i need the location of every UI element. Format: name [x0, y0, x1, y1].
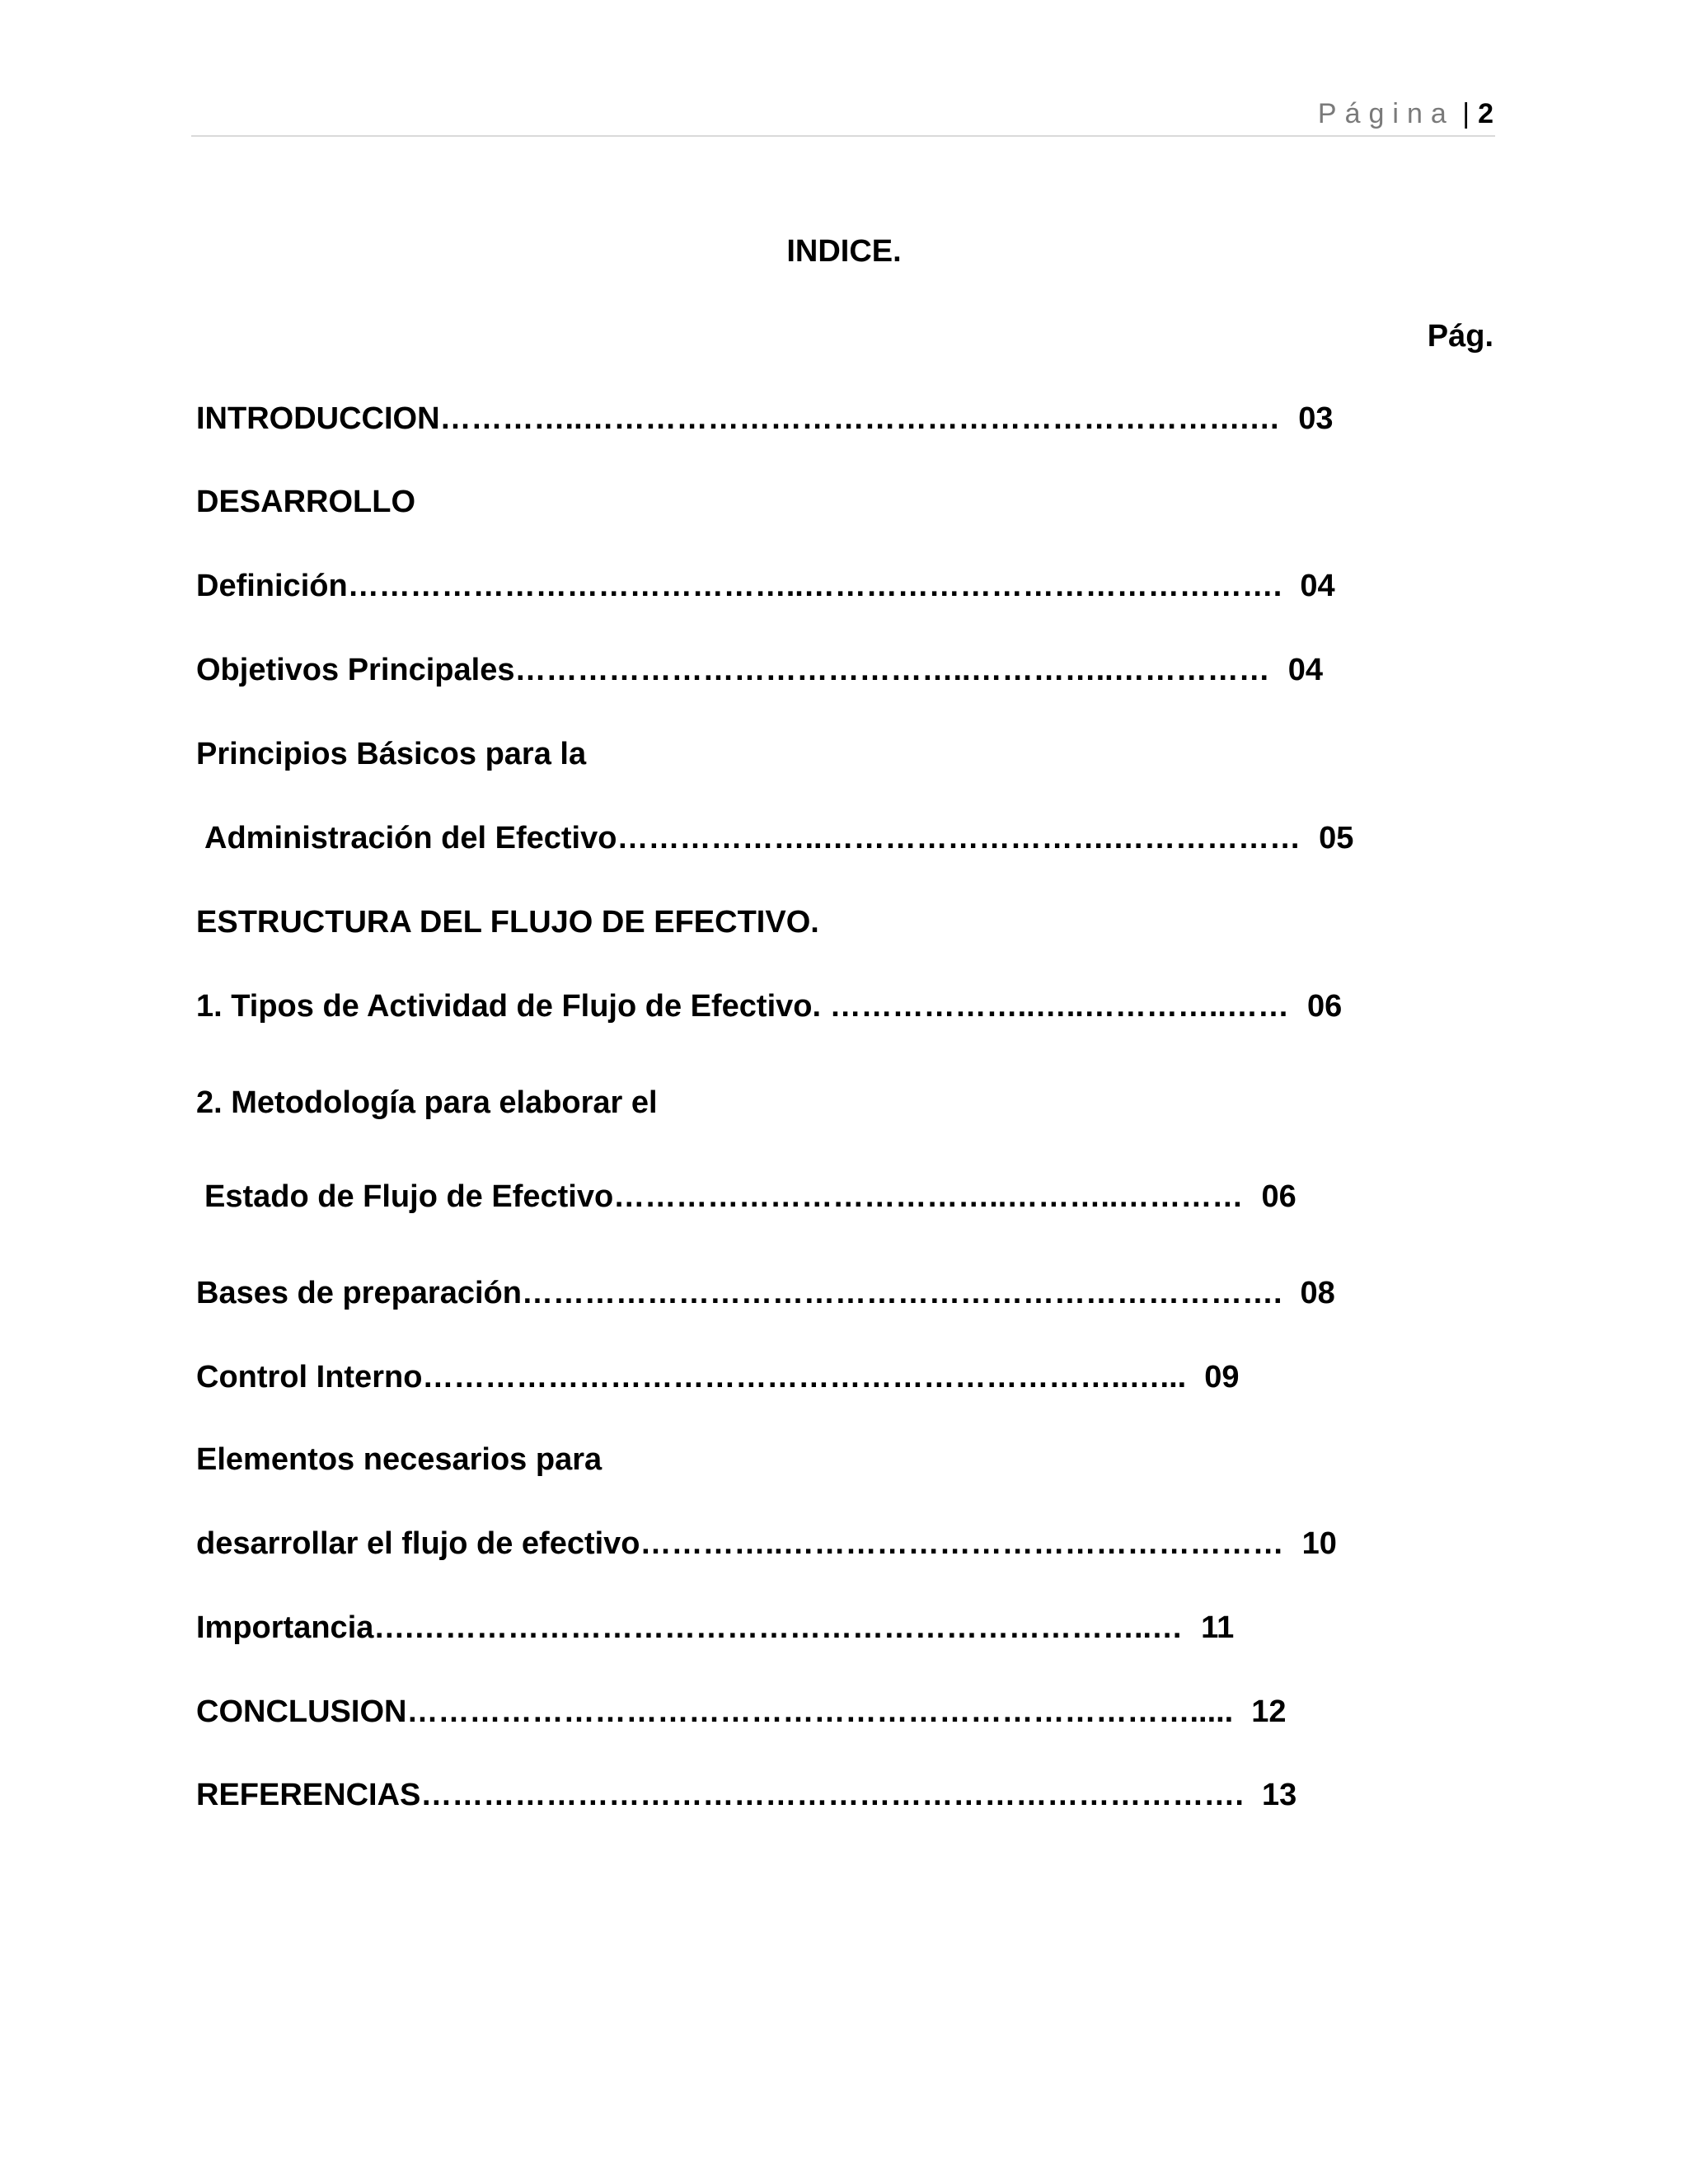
toc-entry-leader: …………………………………………………………..…...	[422, 1360, 1187, 1394]
toc-entry-text: INTRODUCCION	[196, 401, 440, 436]
page-label: Página	[1317, 98, 1455, 129]
toc-entry	[196, 649, 1323, 691]
toc-entry-leader: ………………………………………………………………….....	[406, 1694, 1234, 1729]
toc-entry-page: 10	[1301, 1526, 1337, 1561]
toc-entry-leader: …………..…………………………………………	[640, 1526, 1284, 1561]
toc-entry-text: Estado de Flujo de Efectivo	[204, 1179, 614, 1214]
toc-section-heading	[196, 902, 819, 943]
toc-entry-leader: ………………..…..…………..……	[821, 989, 1289, 1024]
toc-section-heading	[196, 481, 415, 523]
toc-entry-text: Bases de preparación	[196, 1276, 522, 1310]
toc-entry-text: Control Interno	[196, 1360, 423, 1394]
toc-entry-text: ESTRUCTURA DEL FLUJO DE EFECTIVO.	[196, 905, 819, 940]
toc-entry-text: DESARROLLO	[196, 485, 415, 519]
toc-entry-text: 2. Metodología para elaborar el	[196, 1085, 658, 1120]
toc-title: INDICE.	[786, 234, 902, 269]
toc-entry-text: CONCLUSION	[196, 1694, 407, 1729]
toc-entry-page: 09	[1204, 1360, 1240, 1394]
toc-entry-page: 06	[1261, 1179, 1296, 1214]
toc-entry-leader: ………………………………..………..…………	[613, 1179, 1244, 1214]
toc-entry	[196, 1272, 1335, 1314]
toc-entry-text: Objetivos Principales	[196, 653, 515, 687]
toc-entry-page: 05	[1319, 821, 1354, 855]
toc-entry	[196, 1607, 1234, 1648]
page-header	[1318, 92, 1493, 135]
toc-entry-page: 11	[1201, 1610, 1235, 1645]
toc-entry	[196, 565, 1335, 607]
toc-entry-line1	[196, 1439, 602, 1480]
header-rule	[191, 135, 1495, 137]
toc-entry-text: 1. Tipos de Actividad de Flujo de Efectivo.	[196, 989, 822, 1024]
toc-page-column-heading: Pág.	[1427, 319, 1493, 354]
toc-entry	[196, 1523, 1337, 1564]
toc-entry-line1	[196, 1082, 658, 1123]
toc-entry-text: REFERENCIAS	[196, 1778, 421, 1812]
toc-entry-page: 03	[1298, 401, 1334, 436]
toc-entry-text: desarrollar el flujo de efectivo	[196, 1526, 640, 1561]
toc-entry-page: 04	[1300, 569, 1335, 603]
toc-entry-page: 13	[1261, 1778, 1297, 1812]
toc-entry-page: 12	[1251, 1694, 1287, 1729]
toc-entry	[196, 1691, 1287, 1732]
toc-entry-text: Principios Básicos para la	[196, 737, 587, 771]
toc-entry	[196, 986, 1342, 1027]
toc-entry-page: 04	[1287, 653, 1323, 687]
toc-entry-line1	[196, 733, 586, 775]
toc-entry-text: Definición	[196, 569, 348, 603]
toc-entry	[204, 818, 1353, 859]
toc-entry	[196, 398, 1334, 439]
toc-entry-text: Elementos necesarios para	[196, 1442, 603, 1477]
toc-entry	[204, 1176, 1296, 1217]
toc-entry-leader: …………..……………………………………………………….…	[439, 401, 1281, 436]
toc-entry	[196, 1357, 1239, 1398]
toc-entry-leader: ………………..……………………….………………	[617, 821, 1301, 855]
toc-entry-leader: ……………………………………………………………….	[521, 1276, 1282, 1310]
page-separator: |	[1462, 98, 1470, 129]
toc-entry-page: 08	[1300, 1276, 1335, 1310]
toc-entry-leader: ……………………………………..…………..……………	[514, 653, 1270, 687]
toc-entry-leader: ……………………………………..……………………………………….	[347, 569, 1282, 603]
page-number: 2	[1478, 98, 1493, 129]
toc-entry-leader: …………………………………………………………………….	[420, 1778, 1244, 1812]
toc-entry-text: Administración del Efectivo	[204, 821, 617, 855]
toc-entry-leader: ….……………………………………………………………..…	[373, 1610, 1184, 1645]
toc-entry-text: Importancia	[196, 1610, 374, 1645]
toc-entry	[196, 1774, 1296, 1816]
toc-entry-page: 06	[1306, 989, 1343, 1024]
